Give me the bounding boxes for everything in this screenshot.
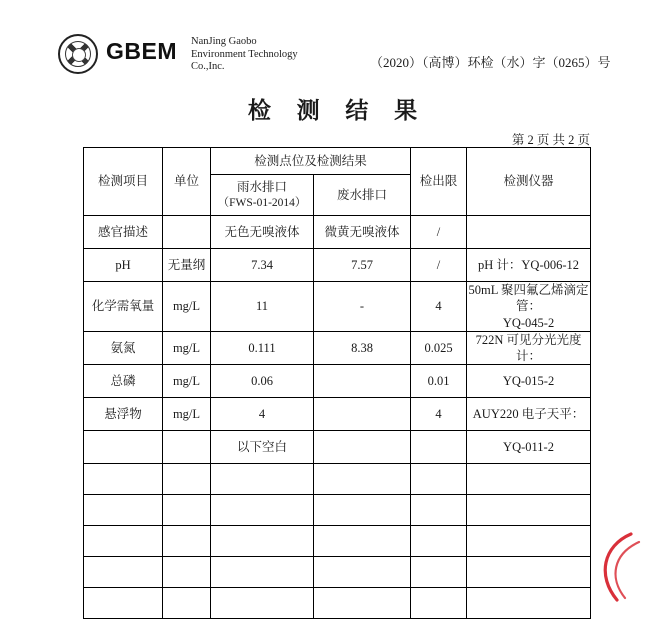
cell-instrument: YQ-011-2 — [467, 431, 591, 464]
cell-instrument: pH 计：YQ-006-12 — [467, 249, 591, 282]
document-number: （2020）（高博）环检（水）字（0265）号 — [370, 55, 611, 70]
cell-unit — [163, 526, 211, 557]
header-limit: 检出限 — [411, 148, 467, 216]
cell-instrument: YQ-015-2 — [467, 365, 591, 398]
cell-limit — [411, 588, 467, 619]
brand-en-line-3: Co.,Inc. — [191, 61, 225, 72]
cell-item — [84, 431, 163, 464]
header-point-rain: 雨水排口 （FWS-01-2014） — [211, 175, 314, 216]
cell-waste — [314, 365, 411, 398]
table-row-blank — [84, 495, 591, 526]
circular-emblem-icon — [58, 34, 98, 74]
cell-unit: mg/L — [163, 282, 211, 332]
cell-instrument — [467, 526, 591, 557]
cell-instrument — [467, 464, 591, 495]
cell-rain: 7.34 — [211, 249, 314, 282]
cell-instrument — [467, 495, 591, 526]
cell-waste — [314, 557, 411, 588]
results-table-wrap — [83, 147, 590, 619]
cell-instrument — [467, 216, 591, 249]
cell-rain — [211, 464, 314, 495]
cell-unit: mg/L — [163, 365, 211, 398]
cell-waste — [314, 464, 411, 495]
table-row — [84, 331, 591, 365]
brand-en-line-2: Environment Technology — [191, 48, 298, 60]
cell-item: 悬浮物 — [84, 398, 163, 431]
cell-limit — [411, 557, 467, 588]
cell-limit — [411, 431, 467, 464]
cell-waste — [314, 495, 411, 526]
document-header — [0, 30, 665, 90]
brand-name: GBEM — [106, 38, 177, 64]
cell-limit: 4 — [411, 398, 467, 431]
cell-instrument: 50mL 聚四氟乙烯滴定管： YQ-045-2 — [468, 283, 589, 330]
cell-instrument: 722N 可见分光光度计： — [467, 331, 591, 365]
cell-instrument — [467, 557, 591, 588]
cell-waste — [314, 431, 411, 464]
page-title: 检 测 结 果 — [247, 98, 428, 123]
cell-unit — [163, 431, 211, 464]
cell-rain — [211, 557, 314, 588]
cell-instrument: AUY220 电子天平： — [467, 398, 591, 431]
cell-waste: 微黄无嗅液体 — [314, 216, 411, 249]
cell-item: pH — [84, 249, 163, 282]
cell-rain: 4 — [211, 398, 314, 431]
cell-item: 氨氮 — [84, 331, 163, 365]
cell-rain — [211, 588, 314, 619]
cell-rain: 11 — [211, 282, 314, 332]
page-count: 第 2 页 共 2 页 — [511, 133, 590, 147]
header-instrument: 检测仪器 — [467, 148, 591, 216]
cell-waste — [314, 526, 411, 557]
cell-limit: 0.025 — [411, 331, 467, 365]
cell-item — [84, 495, 163, 526]
header-unit: 单位 — [163, 148, 211, 216]
table-row-blank — [84, 526, 591, 557]
table-row — [84, 249, 591, 282]
header-point-waste: 废水排口 — [314, 175, 411, 216]
table-row — [84, 216, 591, 249]
cell-rain — [211, 495, 314, 526]
cell-instrument — [467, 588, 591, 619]
header-point-group: 检测点位及检测结果 — [211, 148, 411, 175]
cell-item — [84, 588, 163, 619]
cell-limit: 0.01 — [411, 365, 467, 398]
cell-unit: mg/L — [163, 398, 211, 431]
red-stamp-arc — [587, 532, 647, 602]
brand-english-name — [191, 36, 298, 74]
table-row-blank — [84, 557, 591, 588]
cell-waste — [314, 398, 411, 431]
table-header-row-1 — [84, 148, 591, 175]
cell-rain: 0.06 — [211, 365, 314, 398]
cell-unit — [163, 495, 211, 526]
cell-unit — [163, 557, 211, 588]
table-row — [84, 282, 591, 332]
cell-unit — [163, 464, 211, 495]
table-row-blank — [84, 588, 591, 619]
results-table — [83, 147, 591, 619]
cell-unit — [163, 216, 211, 249]
results-table-body — [84, 148, 591, 619]
cell-item — [84, 526, 163, 557]
cell-limit — [411, 464, 467, 495]
cell-unit — [163, 588, 211, 619]
cell-rain: 无色无嗅液体 — [211, 216, 314, 249]
cell-rain — [211, 526, 314, 557]
table-row-blank — [84, 464, 591, 495]
cell-limit: 4 — [411, 282, 467, 332]
cell-rain: 以下空白 — [211, 431, 314, 464]
cell-item: 总磷 — [84, 365, 163, 398]
cell-limit: / — [411, 216, 467, 249]
cell-waste: 7.57 — [314, 249, 411, 282]
header-item: 检测项目 — [84, 148, 163, 216]
cell-waste: - — [314, 282, 411, 332]
table-row — [84, 431, 591, 464]
cell-waste — [314, 588, 411, 619]
cell-limit — [411, 495, 467, 526]
cell-unit: mg/L — [163, 331, 211, 365]
cell-item — [84, 464, 163, 495]
cell-item — [84, 557, 163, 588]
brand-en-line-1: NanJing Gaobo — [191, 36, 257, 47]
cell-item: 化学需氧量 — [84, 282, 163, 332]
cell-item: 感官描述 — [84, 216, 163, 249]
cell-waste: 8.38 — [314, 331, 411, 365]
cell-rain: 0.111 — [211, 331, 314, 365]
cell-unit: 无量纲 — [163, 249, 211, 282]
company-logo-block — [58, 32, 298, 74]
cell-limit: / — [411, 249, 467, 282]
table-row — [84, 398, 591, 431]
table-row — [84, 365, 591, 398]
cell-limit — [411, 526, 467, 557]
